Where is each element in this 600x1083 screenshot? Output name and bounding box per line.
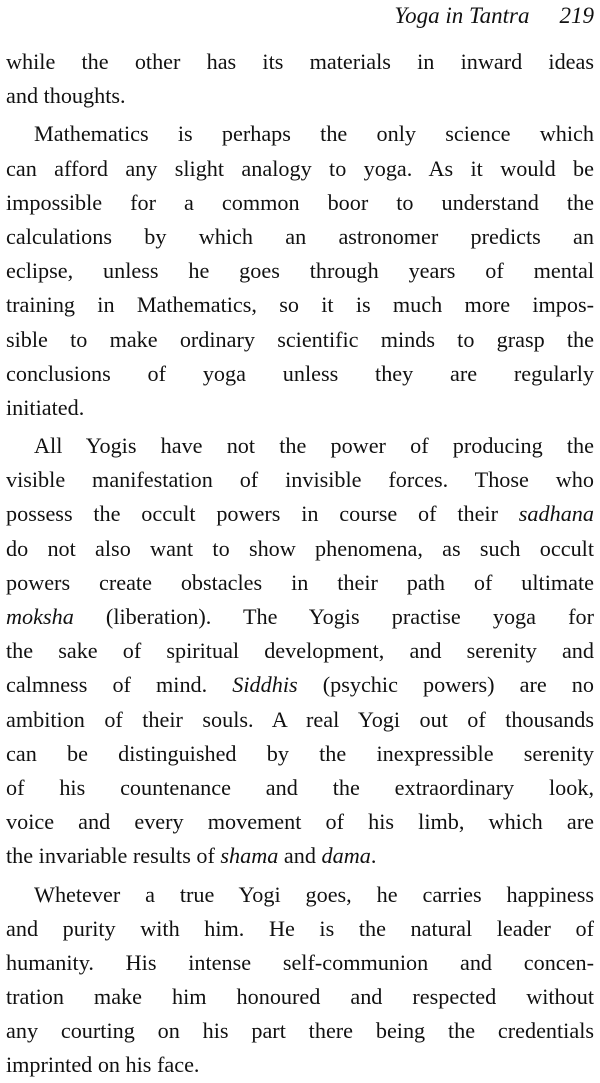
text-segment: conclusions of yoga unless they are regularly	[6, 360, 594, 386]
text-segment: and thoughts.	[6, 83, 126, 109]
text-line	[6, 703, 594, 737]
text-segment: can be distinguished by the inexpressible serenity	[6, 740, 594, 766]
text-line	[6, 391, 594, 425]
text-segment: possess the occult powers in course of their	[6, 501, 519, 527]
text-segment: the invariable results of	[6, 843, 221, 869]
text-line	[6, 946, 594, 980]
text-segment: any courting on his part there being the credentials	[6, 1018, 594, 1044]
text-segment: impossible for a common boor to understand the	[6, 189, 594, 215]
text-line	[6, 220, 594, 254]
text-segment: Whetever a true Yogi goes, he carries happiness	[34, 881, 594, 907]
paragraph	[6, 878, 594, 1083]
text-segment: the sake of spiritual development, and serenity and	[6, 638, 594, 664]
text-line	[6, 254, 594, 288]
text-line	[6, 668, 594, 702]
text-segment: humanity. His intense self-communion and concen-	[6, 949, 594, 975]
text-line	[6, 532, 594, 566]
text-line	[6, 980, 594, 1014]
text-segment: tration make him honoured and respected without	[6, 984, 594, 1010]
text-line	[6, 497, 594, 531]
text-segment: while the other has its materials in inward ideas	[6, 49, 594, 74]
running-title: Yoga in Tantra	[394, 3, 530, 28]
text-segment: do not also want to show phenomena, as such occult	[6, 535, 594, 561]
paragraph	[6, 117, 594, 425]
text-line	[6, 288, 594, 322]
paragraph	[6, 45, 594, 113]
text-segment: (psychic powers) are no	[297, 672, 594, 698]
text-segment: training in Mathematics, so it is much more impos-	[6, 292, 594, 318]
italic-term: dama	[321, 843, 371, 869]
text-segment: eclipse, unless he goes through years of mental	[6, 258, 594, 284]
text-line	[6, 357, 594, 391]
text-segment: powers create obstacles in their path of ultimate	[6, 569, 594, 595]
text-segment: sible to make ordinary scientific minds to grasp the	[6, 326, 594, 352]
italic-term: shama	[220, 843, 279, 869]
text-line	[6, 600, 594, 634]
text-line	[6, 186, 594, 220]
text-segment: calculations by which an astronomer predicts an	[6, 223, 594, 249]
text-line	[6, 634, 594, 668]
text-line	[6, 839, 594, 873]
text-segment: can afford any slight analogy to yoga. As it would be	[6, 155, 594, 181]
text-segment: calmness of mind.	[6, 672, 233, 698]
text-line	[6, 117, 594, 151]
italic-term: moksha	[6, 604, 74, 629]
text-line	[6, 805, 594, 839]
text-segment: voice and every movement of his limb, which are	[6, 809, 594, 835]
text-line	[6, 463, 594, 497]
text-line	[6, 912, 594, 946]
paragraph	[6, 429, 594, 873]
italic-term: Siddhis	[232, 672, 298, 698]
text-line	[6, 737, 594, 771]
text-segment: and purity with him. He is the natural leader of	[6, 915, 594, 941]
text-line	[6, 1014, 594, 1048]
text-line	[6, 878, 594, 912]
text-segment: and	[278, 843, 322, 869]
text-segment: ambition of their souls. A real Yogi out of thousands	[6, 706, 594, 732]
text-segment: .	[370, 843, 377, 869]
text-line	[6, 45, 594, 79]
text-line	[6, 1048, 594, 1082]
text-segment: of his countenance and the extraordinary look,	[6, 774, 594, 800]
italic-term: sadhana	[518, 501, 594, 527]
text-line	[6, 771, 594, 805]
page-number: 219	[559, 3, 594, 28]
text-segment: (liberation). The Yogis practise yoga for	[73, 604, 594, 629]
text-segment: Mathematics is perhaps the only science which	[34, 121, 594, 147]
running-head	[294, 2, 594, 30]
text-line	[6, 152, 594, 186]
text-line	[6, 566, 594, 600]
text-segment: initiated.	[6, 394, 85, 420]
text-line	[6, 429, 594, 463]
text-segment: All Yogis have not the power of producing the	[34, 433, 594, 459]
text-segment: imprinted on his face.	[6, 1052, 200, 1078]
body-text	[6, 45, 594, 1083]
text-line	[6, 323, 594, 357]
text-line	[6, 79, 594, 113]
text-segment: visible manifestation of invisible forces. Those who	[6, 467, 594, 493]
